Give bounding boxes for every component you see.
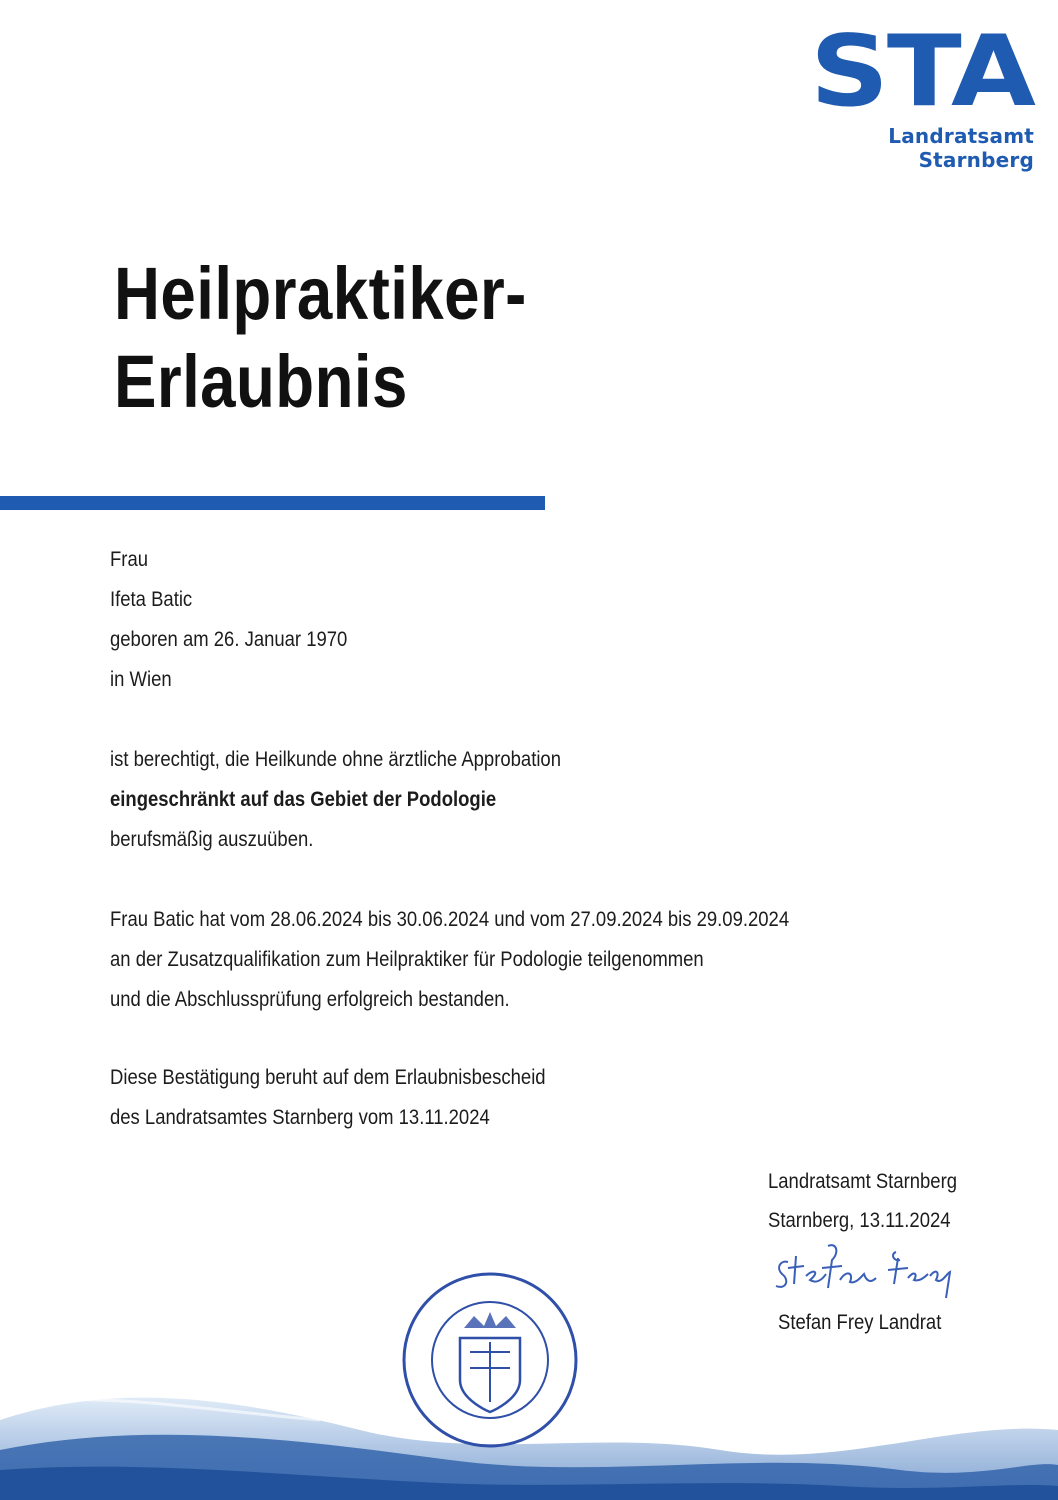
- title-line-1: Heilpraktiker-: [114, 252, 527, 335]
- sta-logo: [774, 15, 1034, 172]
- qualification-line-2: an der Zusatzqualifikation zum Heilpraktiker für Podologie teilgenommen: [110, 948, 704, 971]
- signer-name: Stefan Frey Landrat: [778, 1311, 942, 1334]
- logo-subtitle: Landratsamt Starnberg: [888, 124, 1034, 172]
- qualification-line-3: und die Abschlussprüfung erfolgreich bestanden.: [110, 988, 510, 1011]
- permission-line-1: ist berechtigt, die Heilkunde ohne ärztliche Approbation: [110, 748, 561, 771]
- birth-date: geboren am 26. Januar 1970: [110, 628, 348, 651]
- title-underline-bar: [0, 496, 545, 510]
- birth-place: in Wien: [110, 668, 172, 691]
- official-seal: [398, 1268, 582, 1452]
- document-title: [114, 250, 527, 426]
- basis-line-2: des Landratsamtes Starnberg vom 13.11.2024: [110, 1106, 490, 1129]
- basis-line-1: Diese Bestätigung beruht auf dem Erlaubnisbescheid: [110, 1066, 546, 1089]
- handwritten-signature: [770, 1232, 970, 1302]
- logo-mark: STA: [810, 15, 1034, 129]
- issuer-block: [768, 1162, 1008, 1240]
- issuer-place-date: Starnberg, 13.11.2024: [768, 1209, 951, 1232]
- permission-restriction: eingeschränkt auf das Gebiet der Podologie: [110, 788, 497, 811]
- permission-line-3: berufsmäßig auszuüben.: [110, 828, 314, 851]
- title-line-2: Erlaubnis: [114, 340, 408, 423]
- issuer-office: Landratsamt Starnberg: [768, 1170, 958, 1193]
- certificate-body: [110, 540, 950, 1138]
- qualification-line-1: Frau Batic hat vom 28.06.2024 bis 30.06.2024 und vom 27.09.2024 bis 29.09.2024: [110, 908, 790, 931]
- person-name: Ifeta Batic: [110, 588, 193, 611]
- salutation: Frau: [110, 548, 149, 571]
